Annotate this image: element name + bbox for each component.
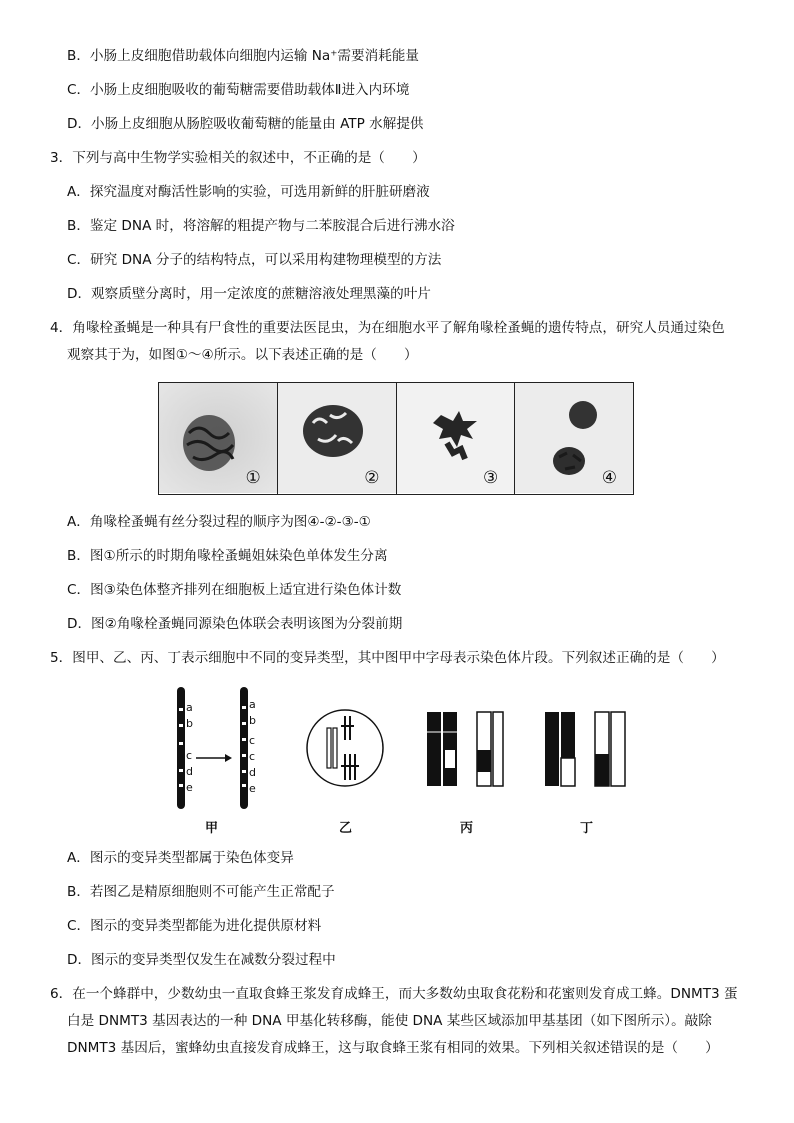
micrograph-strip <box>158 382 634 495</box>
gene-c3: c <box>249 750 256 763</box>
q6-stem-line2: 白是 DNMT3 基因表达的一种 DNA 甲基化转移酶，能使 DNA 某些区域添加甲基基团（如下图所示）。敲除 <box>67 1013 712 1029</box>
panel-number-2: ② <box>364 468 380 488</box>
q3-option-b: B．鉴定 DNA 时，将溶解的粗提产物与二苯胺混合后进行沸水浴 <box>67 218 455 234</box>
gene-c2: c <box>249 734 256 747</box>
gene-d2: d <box>249 766 256 779</box>
q3-option-a: A．探究温度对酶活性影响的实验，可选用新鲜的肝脏研磨液 <box>67 184 430 200</box>
q2-option-c: C．小肠上皮细胞吸收的葡萄糖需要借助载体Ⅱ进入内环境 <box>67 82 410 98</box>
gene-e: e <box>186 781 193 794</box>
figure-ding <box>543 710 629 790</box>
gene-b2: b <box>249 714 256 727</box>
q4-stem-line2: 观察其于为，如图①～④所示。以下表述正确的是（ ） <box>67 347 418 363</box>
gene-a2: a <box>249 698 256 711</box>
q4-option-b: B．图①所示的时期角喙栓蚤蝇姐妹染色单体发生分离 <box>67 548 388 564</box>
q3-option-d: D．观察质壁分离时，用一定浓度的蔗糖溶液处理黑藻的叶片 <box>67 286 431 302</box>
q6-stem-line3: DNMT3 基因后，蜜蜂幼虫直接发育成蜂王，这与取食蜂王浆有相同的效果。下列相关叙述错误的是（ ） <box>67 1040 719 1056</box>
micrograph-panel-3 <box>397 383 516 494</box>
q6-stem-line1: 6．在一个蜂群中，少数幼虫一直取食蜂王浆发育成蜂王，而大多数幼虫取食花粉和花蜜则发育成工蜂。DNMT3 蛋 <box>50 986 738 1002</box>
q3-stem: 3．下列与高中生物学实验相关的叙述中，不正确的是（ ） <box>50 150 426 166</box>
micrograph-panel-1 <box>159 383 278 494</box>
label-bing: 丙 <box>460 821 474 836</box>
q5-stem: 5．图甲、乙、丙、丁表示细胞中不同的变异类型，其中图甲中字母表示染色体片段。下列叙述正确的是（ ） <box>50 650 725 666</box>
q5-option-a: A．图示的变异类型都属于染色体变异 <box>67 850 294 866</box>
q4-option-d: D．图②角喙栓蚤蝇同源染色体联会表明该图为分裂前期 <box>67 616 403 632</box>
q5-option-c: C．图示的变异类型都能为进化提供原材料 <box>67 918 322 934</box>
q3-option-c: C．研究 DNA 分子的结构特点，可以采用构建物理模型的方法 <box>67 252 442 268</box>
gene-c: c <box>186 749 193 762</box>
panel-number-3: ③ <box>483 468 499 488</box>
q4-option-a: A．角喙栓蚤蝇有丝分裂过程的顺序为图④-②-③-① <box>67 514 371 530</box>
panel-number-4: ④ <box>601 468 617 488</box>
q2-option-b: B．小肠上皮细胞借助载体向细胞内运输 Na⁺需要消耗能量 <box>67 48 419 64</box>
gene-b: b <box>186 717 193 730</box>
figure-bing <box>425 710 505 790</box>
figure-yi <box>305 706 385 790</box>
label-jia: 甲 <box>205 821 219 836</box>
gene-letters-left <box>186 700 193 796</box>
gene-letters-right <box>249 697 256 797</box>
q4-stem-line1: 4．角喙栓蚤蝇是一种具有尸食性的重要法医昆虫，为在细胞水平了解角喙栓蚤蝇的遗传特点，研究人员通过染色 <box>50 320 725 336</box>
label-yi: 乙 <box>339 821 353 836</box>
q4-option-c: C．图③染色体整齐排列在细胞板上适宜进行染色体计数 <box>67 582 402 598</box>
q5-option-d: D．图示的变异类型仅发生在减数分裂过程中 <box>67 952 336 968</box>
micrograph-panel-2 <box>278 383 397 494</box>
label-ding: 丁 <box>580 821 594 836</box>
micrograph-panel-4 <box>515 383 633 494</box>
panel-number-1: ① <box>245 468 261 488</box>
q5-option-b: B．若图乙是精原细胞则不可能产生正常配子 <box>67 884 335 900</box>
gene-a: a <box>186 701 193 714</box>
gene-e2: e <box>249 782 256 795</box>
gene-d: d <box>186 765 193 778</box>
q2-option-d: D．小肠上皮细胞从肠腔吸收葡萄糖的能量由 ATP 水解提供 <box>67 116 424 132</box>
